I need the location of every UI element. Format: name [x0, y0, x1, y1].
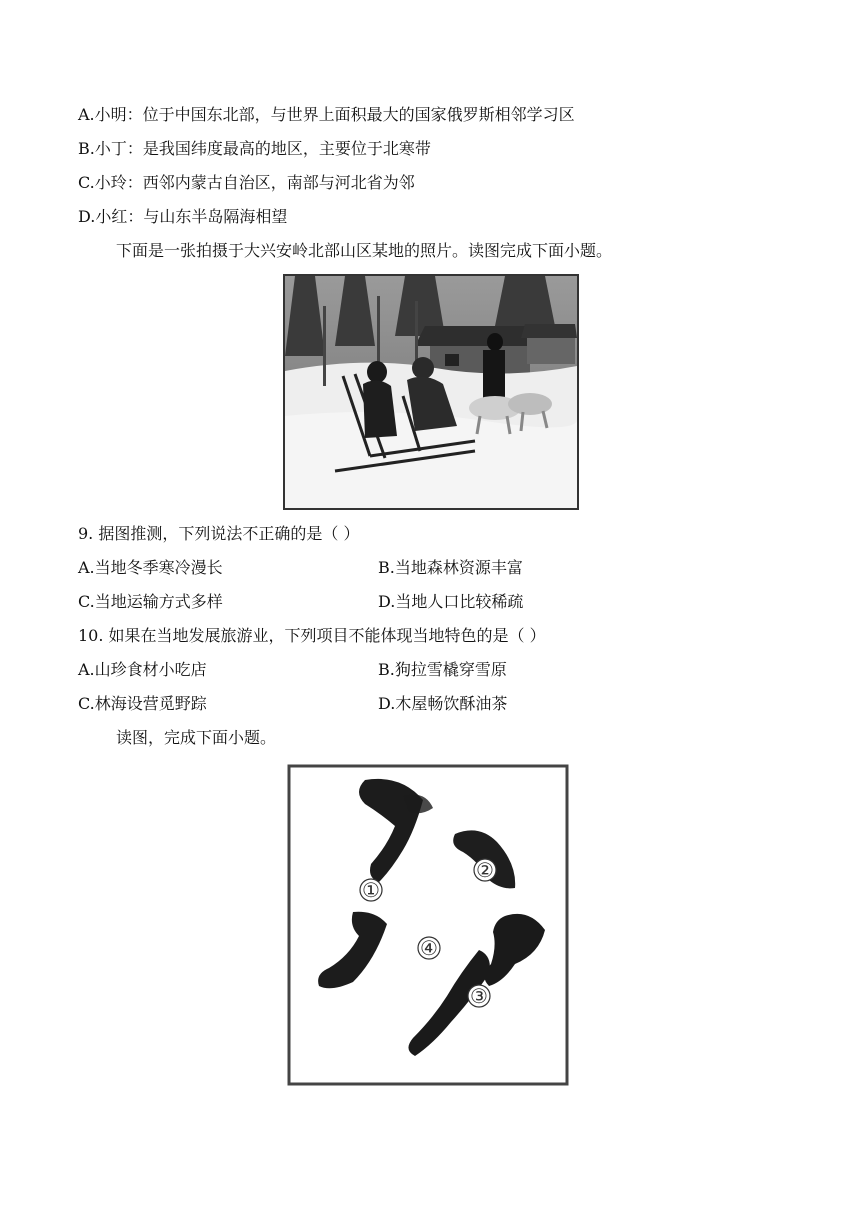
q10-stem: 10. 如果在当地发展旅游业，下列项目不能体现当地特色的是（ ）: [78, 626, 546, 645]
q10-option-d: D.木屋畅饮酥油茶: [378, 694, 508, 713]
option-d-prev: D.小红：与山东半岛隔海相望: [78, 207, 288, 226]
q10-option-b: B.狗拉雪橇穿雪原: [378, 660, 507, 679]
q9-option-d: D.当地人口比较稀疏: [378, 592, 524, 611]
sled-photo: [283, 274, 579, 510]
q10-option-c: C.林海设营觅野踪: [78, 694, 207, 713]
map-label-4: ④: [420, 936, 438, 960]
dog-sled-photo-image: [285, 276, 577, 508]
intro-map: 读图，完成下面小题。: [116, 728, 277, 747]
intro-photo: 下面是一张拍摄于大兴安岭北部山区某地的照片。读图完成下面小题。: [116, 241, 613, 260]
map-label-2: ②: [476, 858, 494, 882]
map-label-1: ①: [362, 878, 380, 902]
mountain-range-map: [283, 760, 573, 1090]
option-c-prev: C.小玲：西邻内蒙古自治区，南部与河北省为邻: [78, 173, 415, 192]
q9-option-b: B.当地森林资源丰富: [378, 558, 523, 577]
option-a-prev: A.小明：位于中国东北部，与世界上面积最大的国家俄罗斯相邻学习区: [78, 105, 575, 124]
q10-option-a: A.山珍食材小吃店: [78, 660, 207, 679]
q9-stem: 9. 据图推测，下列说法不正确的是（ ）: [78, 524, 360, 543]
q9-option-c: C.当地运输方式多样: [78, 592, 223, 611]
map-label-3: ③: [470, 984, 488, 1008]
option-b-prev: B.小丁：是我国纬度最高的地区，主要位于北寒带: [78, 139, 431, 158]
q9-option-a: A.当地冬季寒冷漫长: [78, 558, 223, 577]
